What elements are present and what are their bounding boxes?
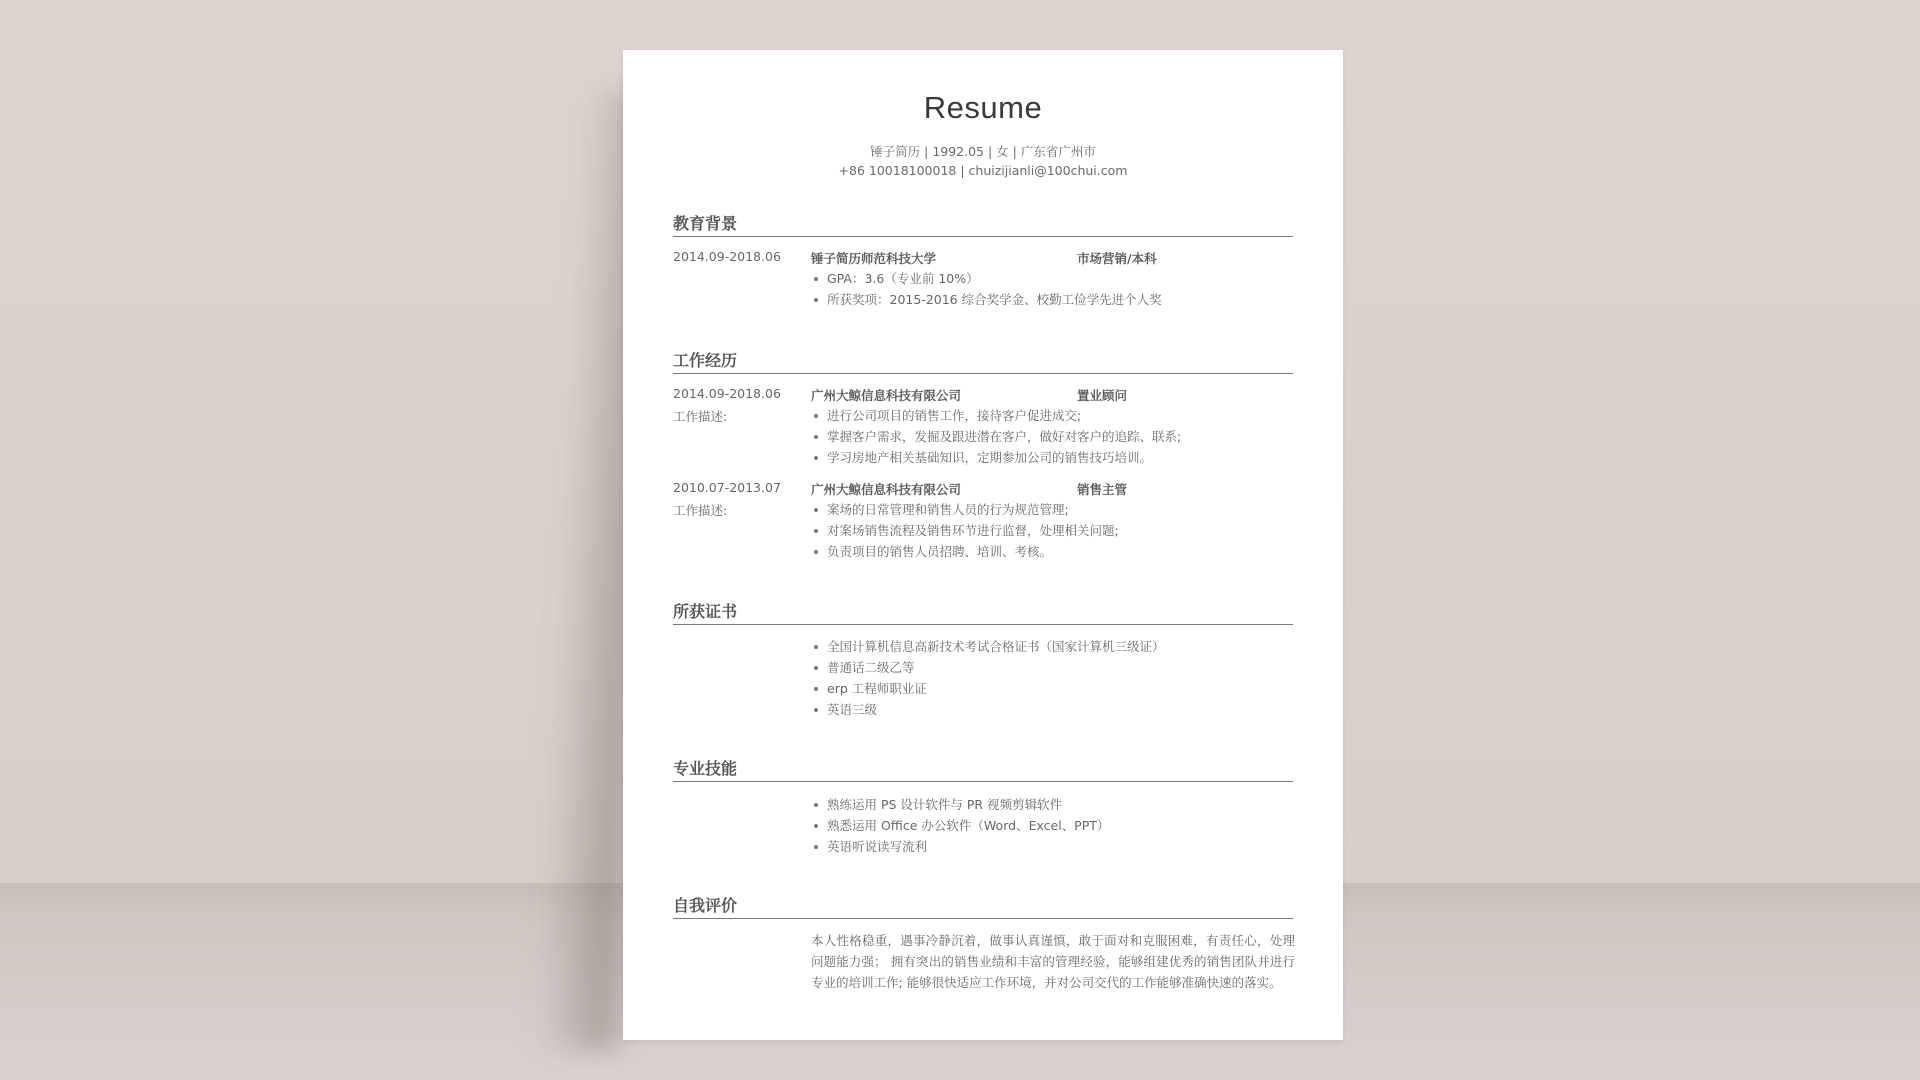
work-desc-label: 工作描述: — [673, 409, 728, 424]
education-major: 市场营销/本科 — [1077, 251, 1157, 266]
list-item: 所获奖项：2015-2016 综合奖学金、校勤工俭学先进个人奖 — [827, 289, 1307, 310]
section-title-work: 工作经历 — [673, 351, 738, 370]
work-desc-label: 工作描述: — [673, 503, 728, 518]
section-education — [673, 210, 1293, 237]
list-item: GPA：3.6（专业前 10%） — [827, 268, 1307, 289]
work-company: 广州大鲸信息科技有限公司 — [811, 482, 962, 497]
work-date: 2014.09-2018.06 — [673, 386, 781, 401]
education-school: 锤子简历师范科技大学 — [811, 251, 937, 266]
skills-list — [811, 794, 1307, 857]
education-date: 2014.09-2018.06 — [673, 249, 781, 264]
list-item: 对案场销售流程及销售环节进行监督，处理相关问题; — [827, 520, 1307, 541]
list-item: 英语听说读写流利 — [827, 836, 1307, 857]
list-item: 英语三级 — [827, 699, 1307, 720]
work-date: 2010.07-2013.07 — [673, 480, 781, 495]
section-work — [673, 347, 1293, 374]
work-bullets — [811, 405, 1307, 468]
list-item: erp 工程师职业证 — [827, 678, 1307, 699]
work-bullets — [811, 499, 1307, 562]
list-item: 全国计算机信息高新技术考试合格证书（国家计算机三级证） — [827, 636, 1307, 657]
list-item: 案场的日常管理和销售人员的行为规范管理; — [827, 499, 1307, 520]
list-item: 掌握客户需求，发掘及跟进潜在客户，做好对客户的追踪、联系; — [827, 426, 1307, 447]
list-item: 学习房地产相关基础知识，定期参加公司的销售技巧培训。 — [827, 447, 1307, 468]
list-item: 进行公司项目的销售工作，接待客户促进成交; — [827, 405, 1307, 426]
education-bullets — [811, 268, 1307, 310]
contact-phone-email: +86 10018100018 | chuizijianli@100chui.com — [838, 163, 1128, 178]
list-item: 普通话二级乙等 — [827, 657, 1307, 678]
section-certificates — [673, 598, 1293, 625]
section-title-certificates: 所获证书 — [673, 602, 738, 621]
section-skills — [673, 755, 1293, 782]
work-role: 销售主管 — [1077, 482, 1128, 497]
section-title-skills: 专业技能 — [673, 759, 738, 778]
work-role: 置业顾问 — [1077, 388, 1128, 403]
contact-basic-info: 锤子简历 | 1992.05 | 女 | 广东省广州市 — [870, 144, 1096, 159]
self-evaluation-text: 本人性格稳重，遇事冷静沉着，做事认真谨慎，敢于面对和克服困难，有责任心，处理问题能力强； 拥有突出的销售业绩和丰富的管理经验，能够组建优秀的销售团队并进行专业的培训工作; 能够很快适应工作环境，并对公司交代的工作能够准确快速的落实。 — [811, 933, 1295, 990]
section-title-education: 教育背景 — [673, 214, 738, 233]
list-item: 负责项目的销售人员招聘、培训、考核。 — [827, 541, 1307, 562]
resume-title: Resume — [923, 90, 1043, 125]
section-title-self-evaluation: 自我评价 — [673, 896, 738, 915]
certificate-list — [811, 636, 1307, 720]
work-company: 广州大鲸信息科技有限公司 — [811, 388, 962, 403]
list-item: 熟练运用 PS 设计软件与 PR 视频剪辑软件 — [827, 794, 1307, 815]
resume-page — [623, 50, 1343, 1040]
section-self-evaluation — [673, 892, 1293, 919]
list-item: 熟悉运用 Office 办公软件（Word、Excel、PPT） — [827, 815, 1307, 836]
